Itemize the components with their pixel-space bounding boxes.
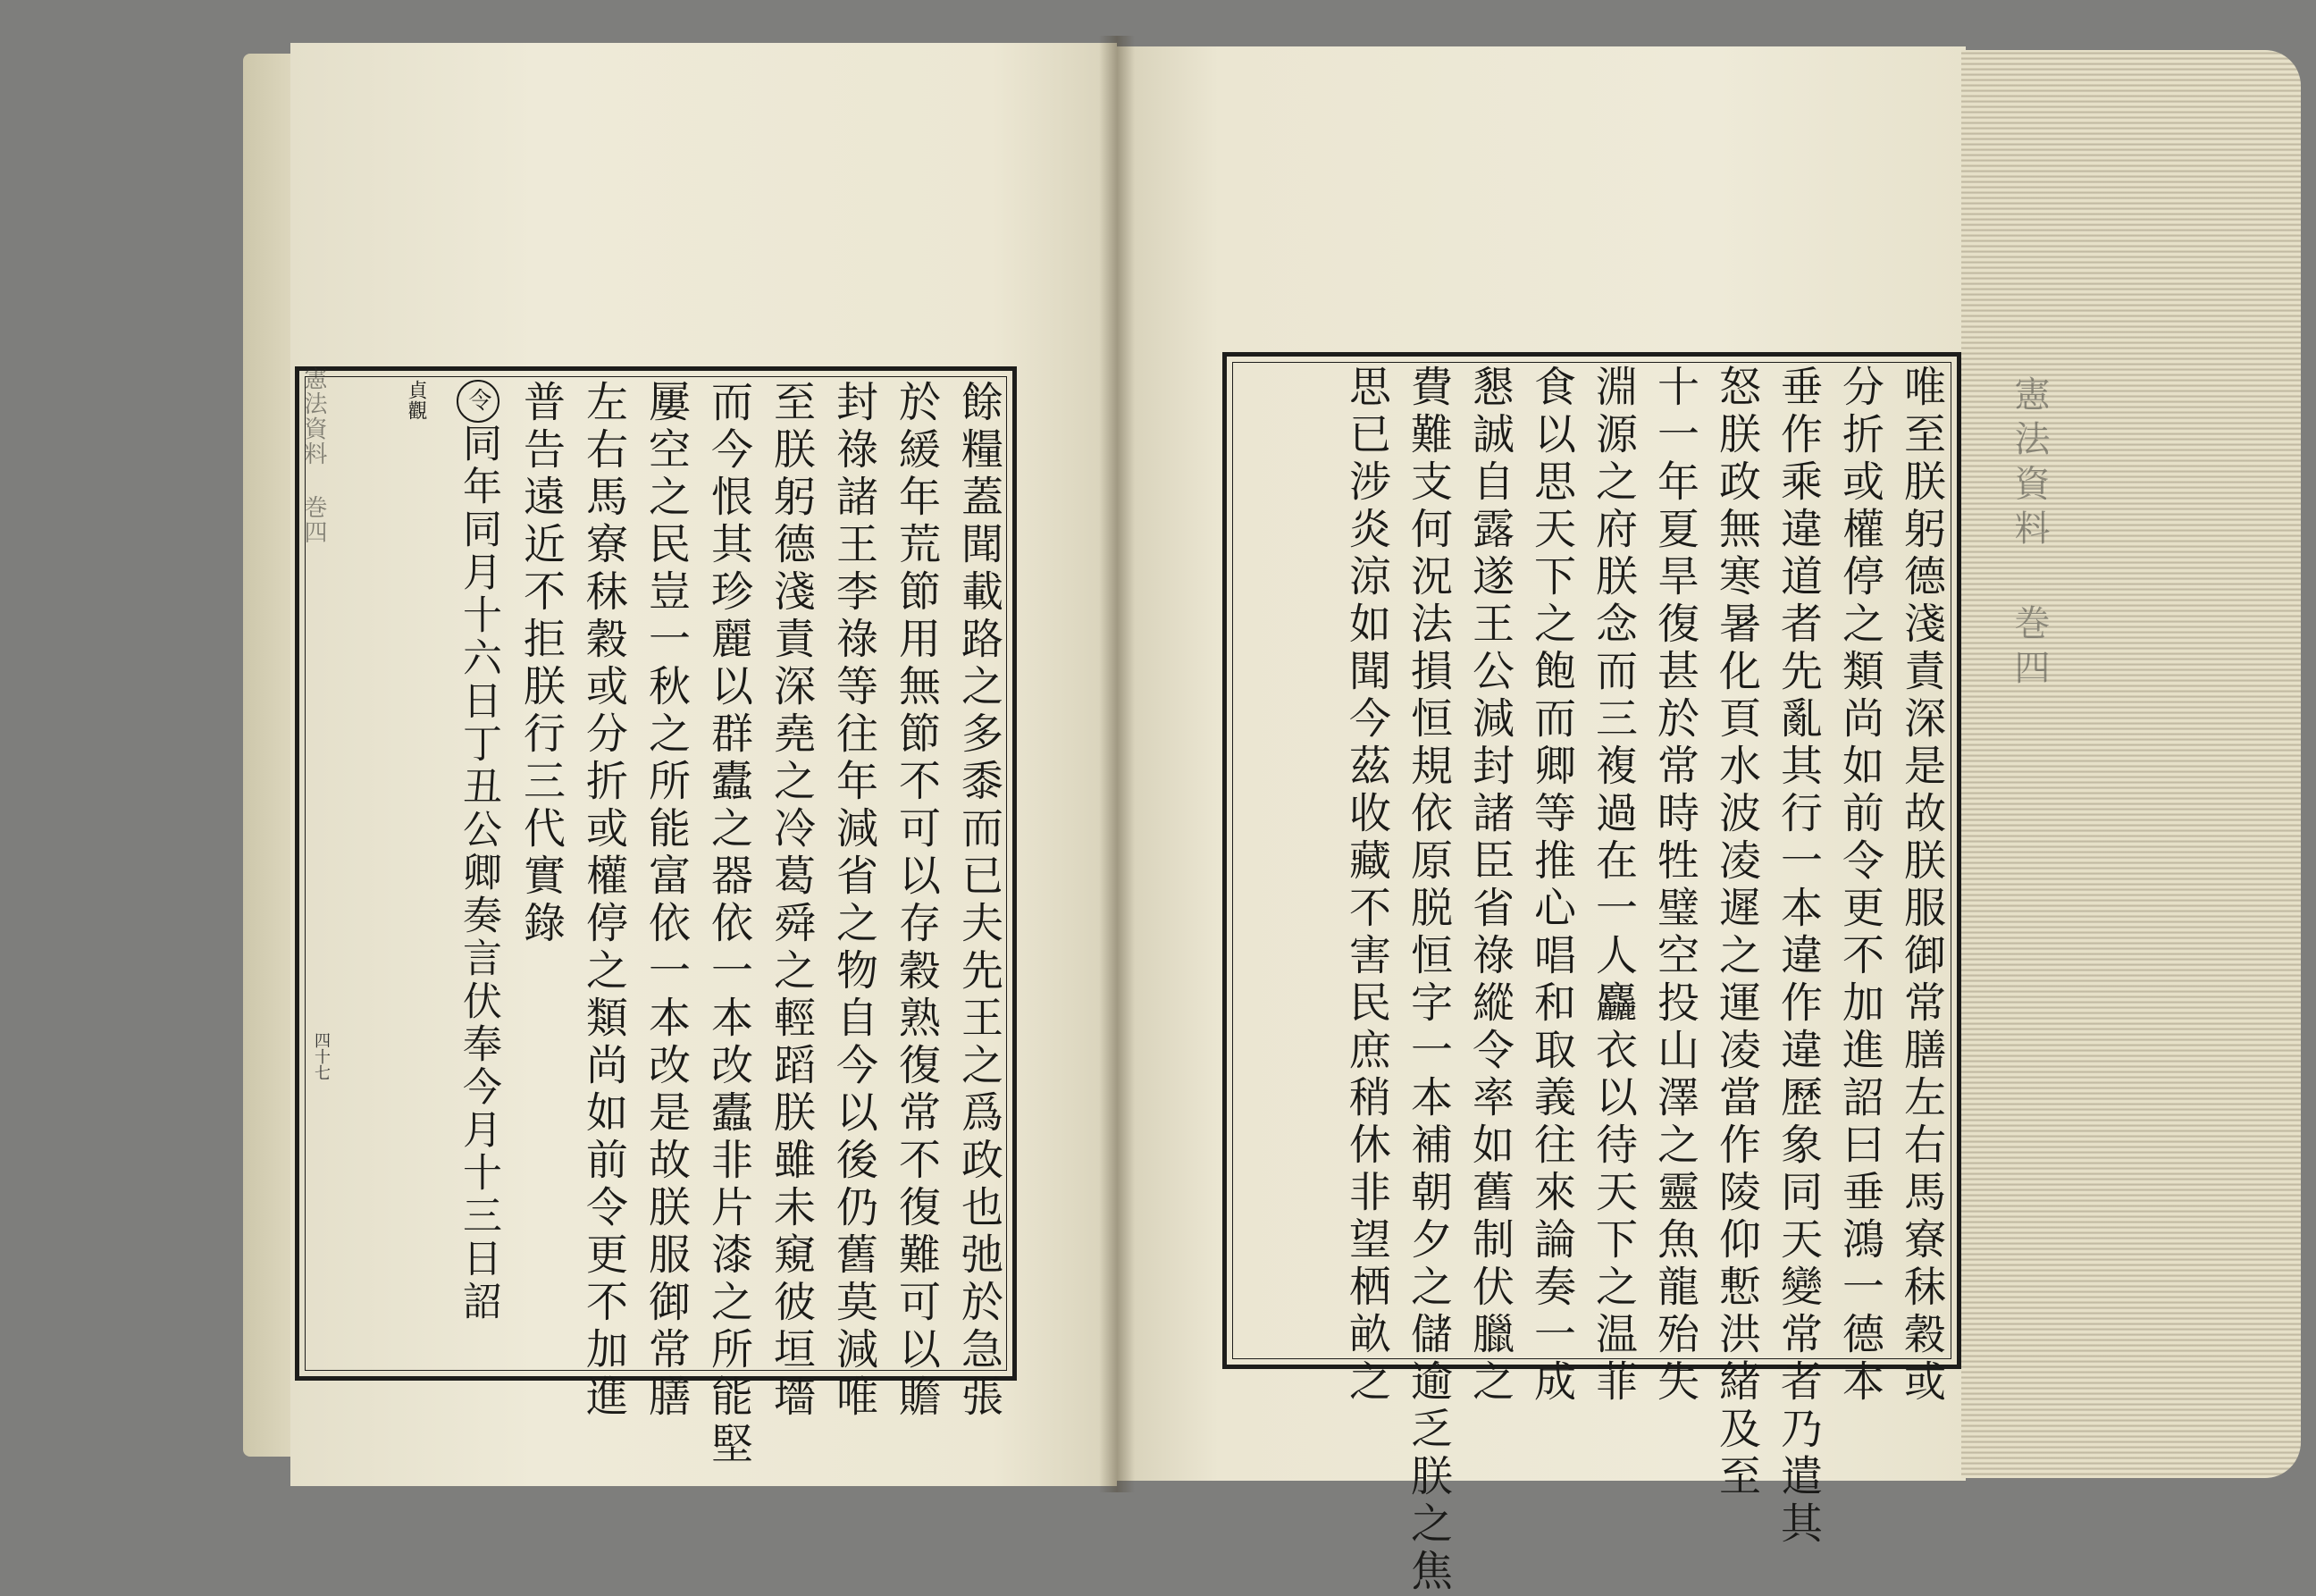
text-column [452, 380, 505, 1367]
text-column: 普告遠近不拒朕行三代實錄 [516, 380, 566, 948]
text-column: 餘糧蓋聞載路之多黍而已夫先王之爲政也弛於急張 [954, 380, 1003, 1422]
text-column: 封祿諸王李祿等往年減省之物自今以後仍舊莫減唯 [829, 380, 878, 1422]
right-text-columns [1236, 365, 1948, 1596]
text-column: 而今恨其珍麗以群蠹之器依一本改蠹非片漆之所能堅 [704, 380, 753, 1469]
text-column: 懇誠自露遂王公減封諸臣省祿縱令率如舊制伏臘之 [1465, 365, 1515, 1407]
book-gutter [1099, 36, 1135, 1492]
text-column: 於緩年荒節用無節不可以存穀熟復常不復難可以贍 [892, 380, 941, 1422]
text-column-body: 同年同月十六日丁丑公卿奏言伏奉今月十三日詔 [456, 423, 501, 1323]
page-number: 四十七 [312, 1032, 331, 1080]
left-text-columns [308, 380, 1005, 1469]
text-column: 十一年夏旱復甚於常時牲璧空投山澤之靈魚龍殆失 [1650, 365, 1699, 1407]
era-label: 貞觀 [405, 380, 427, 421]
entry-mark: 令 [457, 380, 499, 423]
text-column: 怒朕政無寒暑化頁水波凌遲之運凌當作陵仰慙洪緒及至 [1712, 365, 1761, 1501]
text-column: 食以思天下之飽而卿等推心唱和取義往來論奏一成 [1527, 365, 1576, 1407]
text-column: 唯至朕躬德淺責深是故朕服御常膳左右馬寮秣穀或 [1897, 365, 1946, 1407]
text-column: 至朕躬德淺責深堯之冷葛舜之輕蹈朕雖未窺彼垣墻 [767, 380, 816, 1422]
running-title: 憲法資料 巻四 [300, 366, 327, 545]
fore-edge-label: 憲法資料 巻四 [2009, 375, 2050, 693]
text-column: 屢空之民豈一秋之所能富依一本改是故朕服御常膳 [642, 380, 691, 1422]
text-column: 淵源之府朕念而三複過在一人麤衣以待天下之温菲 [1589, 365, 1638, 1407]
text-column: 分折或權停之類尚如前令更不加進詔曰垂鴻一德本 [1835, 365, 1884, 1407]
text-column: 垂作乘違道者先亂其行一本違作違歷象同天變常者乃遣其 [1774, 365, 1823, 1549]
text-column: 左右馬寮秣穀或分折或權停之類尚如前令更不加進 [579, 380, 628, 1422]
text-column: 思已涉炎涼如聞今茲收藏不害民庶稍休非望栖畝之 [1342, 365, 1391, 1407]
text-column: 費難支何況法損恒規依原脱恒字一本補朝夕之儲逾乏朕之焦 [1404, 365, 1453, 1596]
